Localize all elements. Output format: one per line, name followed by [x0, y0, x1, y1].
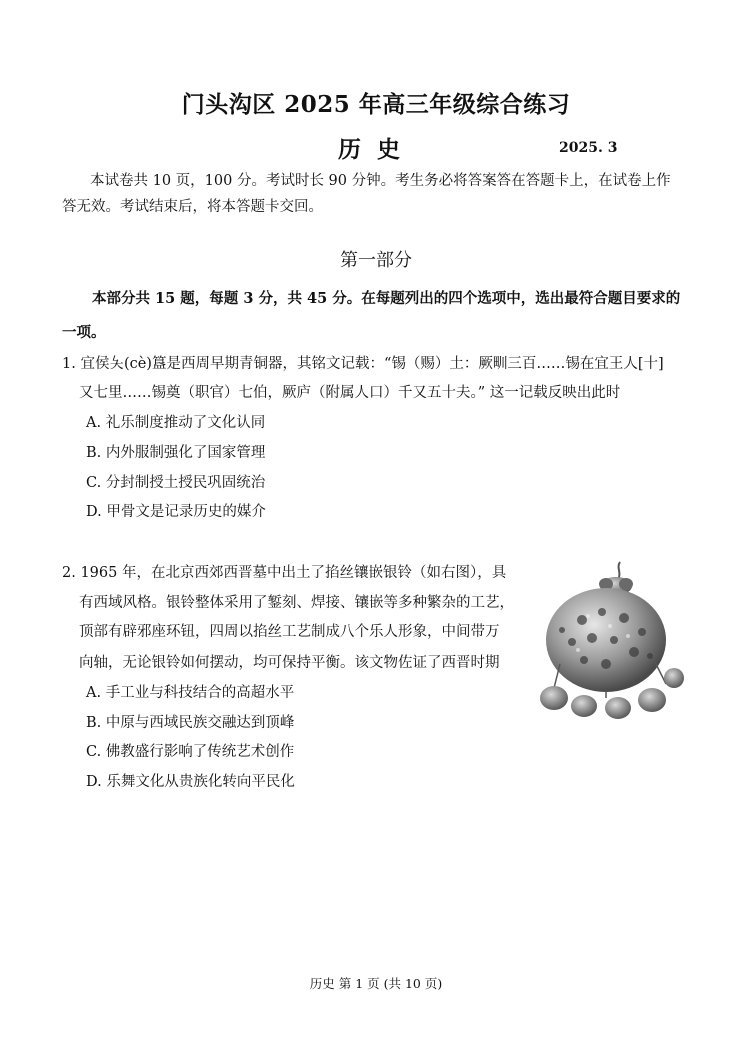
- section-desc-line-1: 本部分共 15 题，每题 3 分，共 45 分。在每题列出的四个选项中，选出最符合题目要求的: [92, 290, 681, 307]
- subject-title: 历 史: [338, 136, 405, 163]
- page-footer: 历史 第 1 页 (共 10 页): [309, 976, 443, 991]
- section-desc-line-2: 一项。: [62, 324, 106, 341]
- exam-title: 门头沟区 2025 年高三年级综合练习: [181, 91, 571, 118]
- question-1-option-c: C. 分封制授土授民巩固统治: [86, 475, 266, 491]
- question-2-option-d: D. 乐舞文化从贵族化转向平民化: [86, 774, 295, 790]
- instructions-line-1: 本试卷共 10 页，100 分。考试时长 90 分钟。考生务必将答案答在答题卡上，在试卷上作: [90, 173, 671, 189]
- question-2-option-b: B. 中原与西域民族交融达到顶峰: [86, 715, 295, 731]
- exam-date: 2025. 3: [559, 140, 618, 156]
- question-1-line-2: 又七里……锡奠（职官）七伯，厥庐（附属人口）千又五十夫。” 这一记载反映出此时: [79, 385, 621, 401]
- section-title: 第一部分: [340, 250, 412, 271]
- silver-bell-image: [532, 560, 688, 720]
- instructions-line-2: 答无效。考试结束后，将本答题卡交回。: [62, 199, 323, 215]
- question-2-option-c: C. 佛教盛行影响了传统艺术创作: [86, 744, 295, 760]
- question-2-line-2: 有西域风格。银铃整体采用了錾刻、焊接、镶嵌等多种繁杂的工艺，: [79, 595, 514, 611]
- question-2-line-1: 2. 1965 年，在北京西郊西晋墓中出土了掐丝镶嵌银铃（如右图），具: [62, 565, 507, 581]
- question-1-option-b: B. 内外服制强化了国家管理: [86, 445, 266, 461]
- question-2-line-4: 向轴，无论银铃如何摆动，均可保持平衡。该文物佐证了西晋时期: [79, 655, 500, 671]
- question-1-option-d: D. 甲骨文是记录历史的媒介: [86, 504, 266, 520]
- question-1-option-a: A. 礼乐制度推动了文化认同: [86, 415, 266, 431]
- question-2-line-3: 顶部有辟邪座环钮，四周以掐丝工艺制成八个乐人形象，中间带万: [79, 624, 500, 640]
- question-2-option-a: A. 手工业与科技结合的高超水平: [86, 685, 295, 701]
- question-1-line-1: 1. 宜侯夨(cè)簋是西周早期青铜器，其铭文记载：“锡（赐）土：厥甽三百……锡在宜王人[十]: [62, 356, 664, 372]
